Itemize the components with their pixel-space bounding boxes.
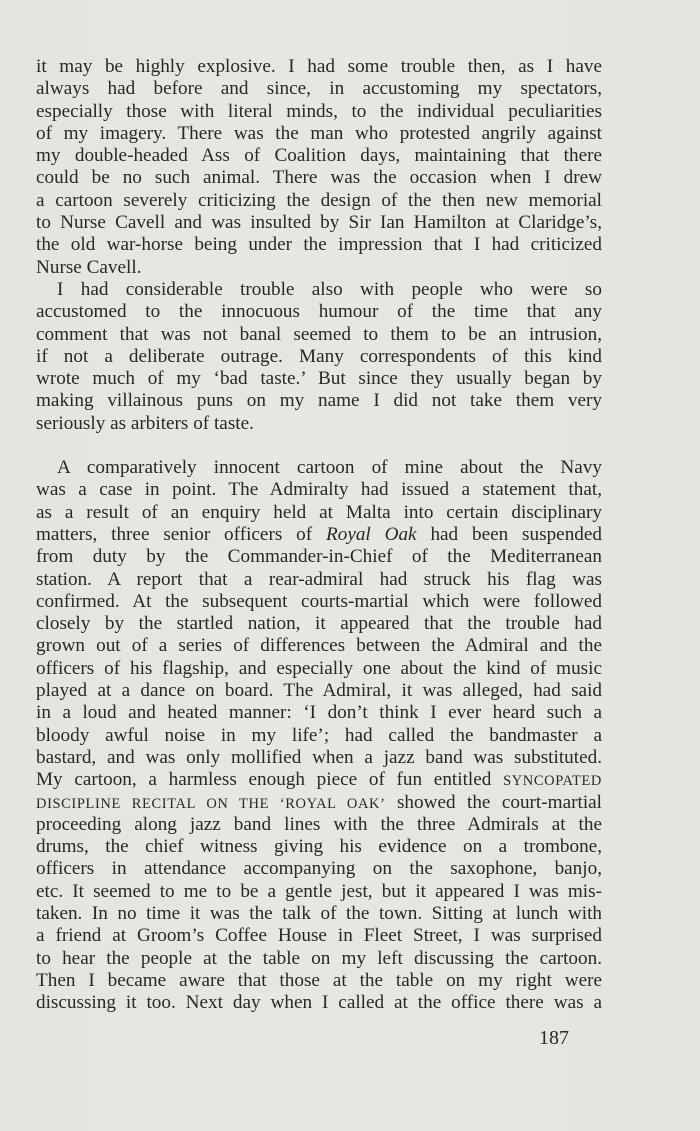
text-line: if not a deliberate outrage. Many correspondents of this kind [36,345,602,367]
text-line: as a result of an enquiry held at Malta into certain disciplinary [36,501,602,523]
text-fragment: had been suspended [430,523,602,545]
text-line: played at a dance on board. The Admiral, it was alleged, had said [36,680,602,702]
text-line: taken. In no time it was the talk of the town. Sitting at lunch with [36,902,602,924]
text-line: bastard, and was only mollified when a jazz band was substituted. [36,746,602,768]
text-line: of my imagery. There was the man who protested angrily against [36,122,602,144]
paragraph-1 [36,56,602,279]
text-line: drums, the chief witness giving his evidence on a trombone, [36,836,602,858]
text-line: officers in attendance accompanying on the saxophone, banjo, [36,858,602,880]
text-line: to hear the people at the table on my left discussing the cartoon. [36,947,602,969]
text-line: it may be highly explosive. I had some trouble then, as I have [36,56,602,77]
text-line: my double-headed Ass of Coalition days, maintaining that there [36,145,602,167]
text-line: officers of his flagship, and especially one about the kind of music [36,657,602,679]
text-fragment: matters, three senior officers of [36,523,313,545]
paragraph-3 [36,457,602,1014]
text-line: A comparatively innocent cartoon of mine about the Navy [57,457,602,479]
text-line: station. A report that a rear-admiral had struck his flag was [36,568,602,590]
text-line: wrote much of my ‘bad taste.’ But since they usually began by [36,368,602,390]
text-line: Then I became aware that those at the table on my right were [36,969,602,991]
text-line [36,769,602,791]
text-fragment: My cartoon, a harmless enough piece of fun entitled [36,769,492,791]
text-line: was a case in point. The Admiralty had issued a statement that, [36,479,602,501]
ship-name-italic: Royal Oak [326,523,417,545]
text-line: discussing it too. Next day when I called at the office there was a [36,992,602,1014]
text-line: Nurse Cavell. [36,256,142,278]
body-text [36,56,602,1014]
text-line: closely by the startled nation, it appeared that the trouble had [36,613,602,635]
text-line: making villainous puns on my name I did not take them very [36,390,602,412]
text-line: from duty by the Commander-in-Chief of the Mediterranean [36,546,602,568]
text-line [36,524,602,546]
text-line: grown out of a series of differences between the Admiral and the [36,635,602,657]
text-line: to Nurse Cavell and was insulted by Sir Ian Hamilton at Claridge’s, [36,212,602,234]
text-line: etc. It seemed to me to be a gentle jest, but it appeared I was mis- [36,880,602,902]
text-line [36,792,602,814]
text-line: could be no such animal. There was the occasion when I drew [36,167,602,189]
text-line: accustomed to the innocuous humour of the time that any [36,301,602,323]
text-line: in a loud and heated manner: ‘I don’t think I ever heard such a [36,702,602,724]
text-fragment: showed the court-martial [396,791,602,813]
page-number: 187 [539,1027,569,1049]
paragraph-2 [36,279,602,435]
text-line: comment that was not banal seemed to them to be an intrusion, [36,323,602,345]
text-line: proceeding along jazz band lines with the three Admirals at the [36,813,602,835]
cartoon-title-smallcaps: DISCIPLINE RECITAL ON THE ‘ROYAL OAK’ [36,795,386,812]
text-line: always had before and since, in accustoming my spectators, [36,78,602,100]
text-line: I had considerable trouble also with people who were so [57,278,602,300]
text-line: especially those with literal minds, to the individual peculiarities [36,100,602,122]
text-line: bloody awful noise in my life’; had called the bandmaster a [36,724,602,746]
cartoon-title-smallcaps: SYNCOPATED [503,773,602,790]
text-line: a friend at Groom’s Coffee House in Fleet Street, I was surprised [36,925,602,947]
text-line: seriously as arbiters of taste. [36,412,254,434]
section-break [36,435,602,457]
text-line: a cartoon severely criticizing the design of the then new memorial [36,189,602,211]
text-line: the old war-horse being under the impression that I had criticized [36,234,602,256]
text-line: confirmed. At the subsequent courts-martial which were followed [36,590,602,612]
